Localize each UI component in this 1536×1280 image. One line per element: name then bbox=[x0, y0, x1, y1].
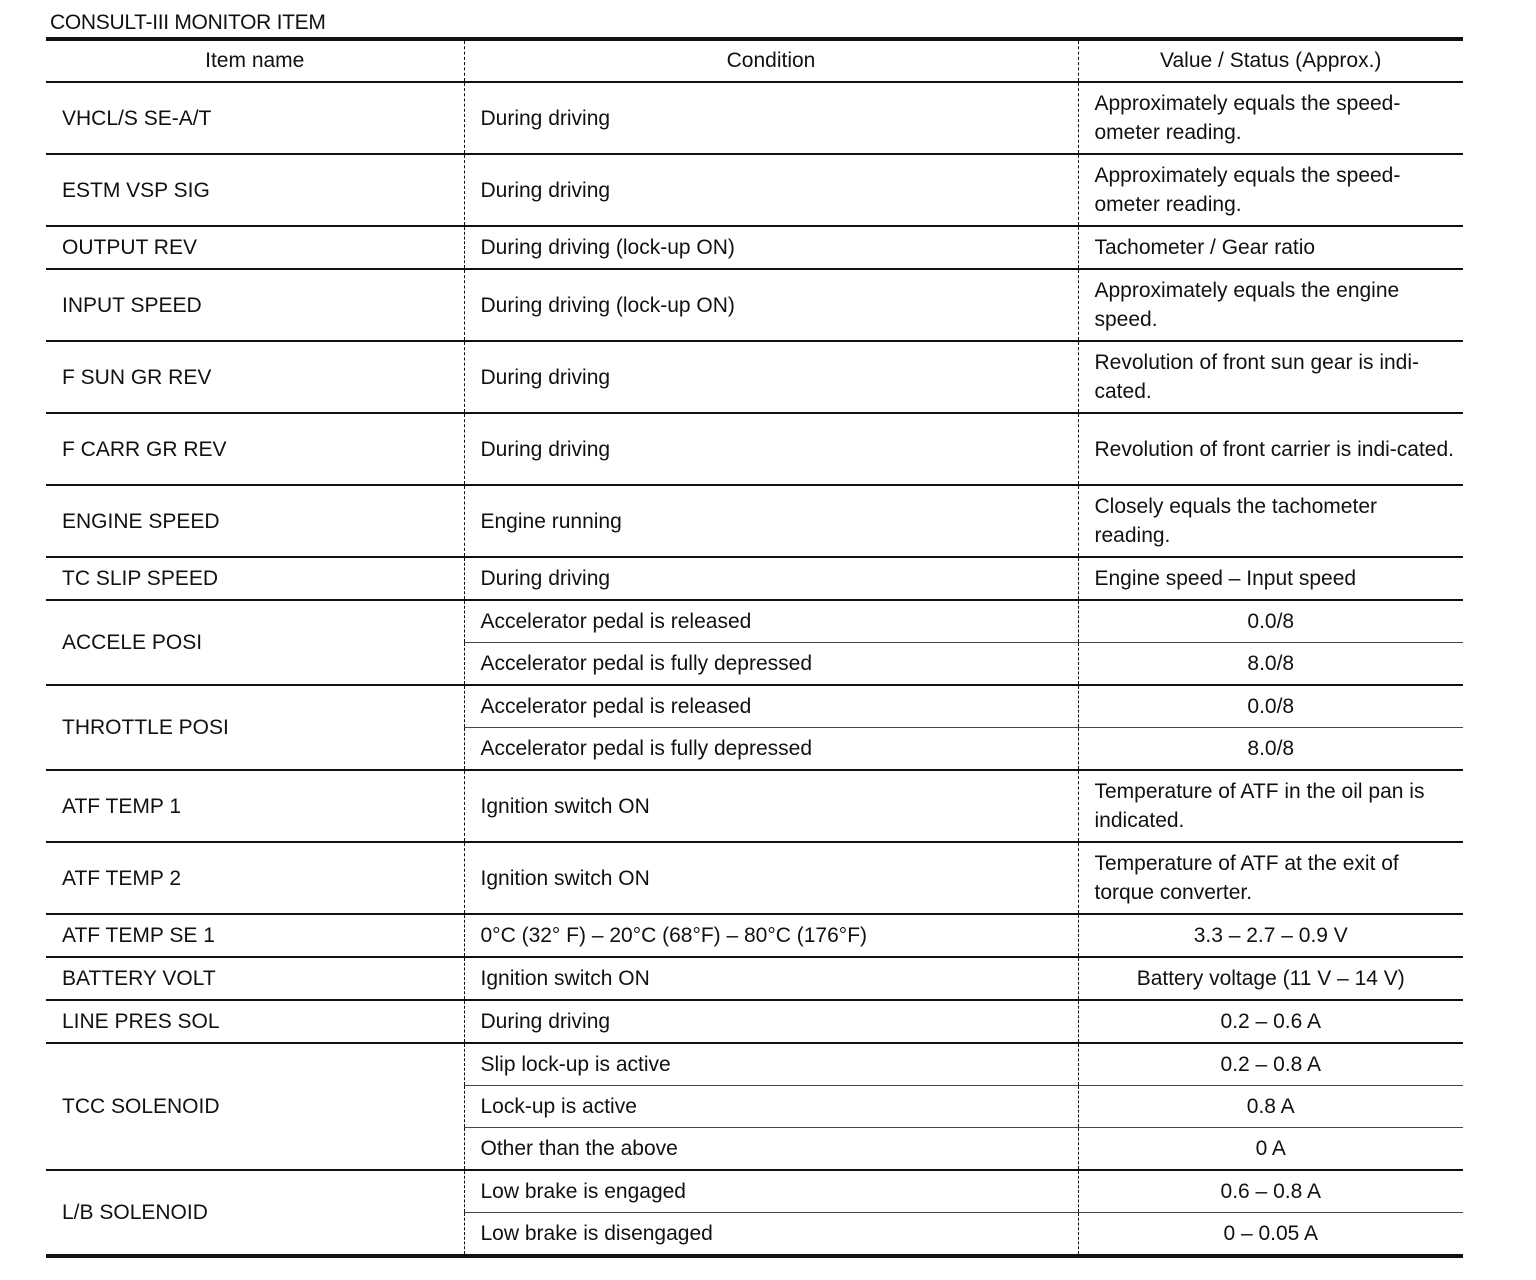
value-cell: Approximately equals the engine speed. bbox=[1078, 269, 1463, 341]
table-row bbox=[46, 557, 1463, 600]
table-row bbox=[46, 1170, 1463, 1213]
item-name: OUTPUT REV bbox=[46, 226, 464, 269]
value-cell: 0 – 0.05 A bbox=[1078, 1213, 1463, 1257]
item-name: INPUT SPEED bbox=[46, 269, 464, 341]
item-name: TCC SOLENOID bbox=[46, 1043, 464, 1170]
condition-cell: During driving bbox=[464, 82, 1078, 154]
value-cell: Battery voltage (11 V – 14 V) bbox=[1078, 957, 1463, 1000]
item-name: ATF TEMP 2 bbox=[46, 842, 464, 914]
value-cell: Temperature of ATF at the exit of torque converter. bbox=[1078, 842, 1463, 914]
item-name: ATF TEMP 1 bbox=[46, 770, 464, 842]
page-title: CONSULT-III MONITOR ITEM bbox=[50, 11, 326, 34]
value-cell: Engine speed – Input speed bbox=[1078, 557, 1463, 600]
header-condition: Condition bbox=[464, 39, 1078, 82]
value-cell: 0.0/8 bbox=[1078, 600, 1463, 643]
table-row bbox=[46, 82, 1463, 154]
condition-cell: During driving bbox=[464, 341, 1078, 413]
table-row bbox=[46, 485, 1463, 557]
condition-cell: Ignition switch ON bbox=[464, 842, 1078, 914]
table-row bbox=[46, 269, 1463, 341]
header-value-status: Value / Status (Approx.) bbox=[1078, 39, 1463, 82]
condition-cell: Accelerator pedal is fully depressed bbox=[464, 728, 1078, 771]
item-name: L/B SOLENOID bbox=[46, 1170, 464, 1256]
value-cell: 8.0/8 bbox=[1078, 643, 1463, 686]
value-cell: Tachometer / Gear ratio bbox=[1078, 226, 1463, 269]
table-row bbox=[46, 413, 1463, 485]
item-name: ACCELE POSI bbox=[46, 600, 464, 685]
value-cell: 8.0/8 bbox=[1078, 728, 1463, 771]
condition-cell: Lock-up is active bbox=[464, 1086, 1078, 1128]
monitor-item-table bbox=[46, 37, 1463, 1258]
table-row bbox=[46, 154, 1463, 226]
table-row bbox=[46, 842, 1463, 914]
table-row bbox=[46, 914, 1463, 957]
condition-cell: Other than the above bbox=[464, 1128, 1078, 1171]
item-name: F SUN GR REV bbox=[46, 341, 464, 413]
table-row bbox=[46, 770, 1463, 842]
value-cell: 3.3 – 2.7 – 0.9 V bbox=[1078, 914, 1463, 957]
item-name: ESTM VSP SIG bbox=[46, 154, 464, 226]
value-cell: Temperature of ATF in the oil pan is indicated. bbox=[1078, 770, 1463, 842]
table-row bbox=[46, 1000, 1463, 1043]
table-row bbox=[46, 341, 1463, 413]
value-cell: Revolution of front carrier is indi-cated. bbox=[1078, 413, 1463, 485]
condition-cell: Ignition switch ON bbox=[464, 770, 1078, 842]
value-cell: 0.2 – 0.6 A bbox=[1078, 1000, 1463, 1043]
condition-cell: During driving bbox=[464, 154, 1078, 226]
condition-cell: Low brake is engaged bbox=[464, 1170, 1078, 1213]
value-cell: Approximately equals the speed-ometer reading. bbox=[1078, 154, 1463, 226]
item-name: ATF TEMP SE 1 bbox=[46, 914, 464, 957]
value-cell: Revolution of front sun gear is indi-cated. bbox=[1078, 341, 1463, 413]
table-row bbox=[46, 1043, 1463, 1086]
item-name: ENGINE SPEED bbox=[46, 485, 464, 557]
table-row bbox=[46, 685, 1463, 728]
item-name: BATTERY VOLT bbox=[46, 957, 464, 1000]
condition-cell: During driving bbox=[464, 1000, 1078, 1043]
condition-cell: During driving (lock-up ON) bbox=[464, 226, 1078, 269]
item-name: F CARR GR REV bbox=[46, 413, 464, 485]
value-cell: Closely equals the tachometer reading. bbox=[1078, 485, 1463, 557]
condition-cell: 0°C (32° F) – 20°C (68°F) – 80°C (176°F) bbox=[464, 914, 1078, 957]
table-header-row bbox=[46, 39, 1463, 82]
condition-cell: Accelerator pedal is released bbox=[464, 685, 1078, 728]
table-row bbox=[46, 600, 1463, 643]
table-row bbox=[46, 957, 1463, 1000]
value-cell: 0.2 – 0.8 A bbox=[1078, 1043, 1463, 1086]
condition-cell: During driving bbox=[464, 557, 1078, 600]
value-cell: Approximately equals the speed-ometer reading. bbox=[1078, 82, 1463, 154]
condition-cell: Accelerator pedal is fully depressed bbox=[464, 643, 1078, 686]
condition-cell: Ignition switch ON bbox=[464, 957, 1078, 1000]
item-name: LINE PRES SOL bbox=[46, 1000, 464, 1043]
condition-cell: During driving bbox=[464, 413, 1078, 485]
value-cell: 0 A bbox=[1078, 1128, 1463, 1171]
value-cell: 0.0/8 bbox=[1078, 685, 1463, 728]
condition-cell: Slip lock-up is active bbox=[464, 1043, 1078, 1086]
header-item-name: Item name bbox=[46, 39, 464, 82]
value-cell: 0.8 A bbox=[1078, 1086, 1463, 1128]
condition-cell: Accelerator pedal is released bbox=[464, 600, 1078, 643]
table-row bbox=[46, 226, 1463, 269]
condition-cell: During driving (lock-up ON) bbox=[464, 269, 1078, 341]
value-cell: 0.6 – 0.8 A bbox=[1078, 1170, 1463, 1213]
item-name: VHCL/S SE-A/T bbox=[62, 106, 212, 130]
item-name: THROTTLE POSI bbox=[46, 685, 464, 770]
condition-cell: Low brake is disengaged bbox=[464, 1213, 1078, 1257]
item-name: TC SLIP SPEED bbox=[46, 557, 464, 600]
condition-cell: Engine running bbox=[464, 485, 1078, 557]
